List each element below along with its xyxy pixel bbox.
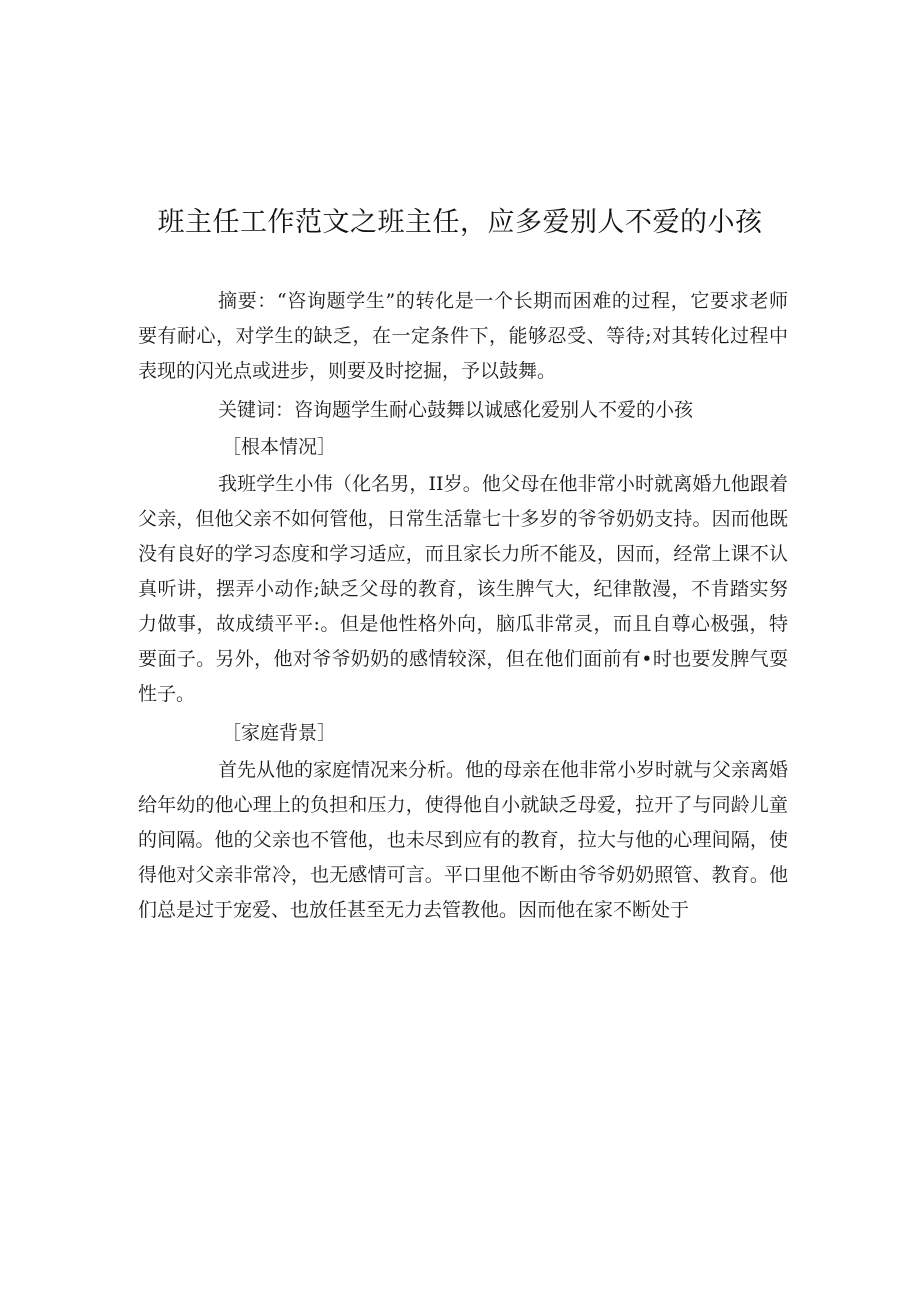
document-title: 班主任工作范文之班主任，应多爱别人不爱的小孩 bbox=[157, 207, 763, 238]
family-background-paragraph: 首先从他的家庭情况来分析。他的母亲在他非常小岁时就与父亲离婚给年幼的他心理上的负担和压力，使得他自小就缺乏母爱，拉开了与同龄儿童的间隔。他的父亲也不管他，也未尽到应有的教育，拉大与他的心理间隔，使得他对父亲非常冷，也无感情可言。平口里他不断由爷爷奶奶照管、教育。他们总是过于宠爱、也放任甚至无力去管教他。因而他在家不断处于 bbox=[138, 759, 789, 921]
section-heading-family-background: ［家庭背景］ bbox=[222, 722, 337, 744]
document-body bbox=[138, 284, 788, 928]
abstract-paragraph: 摘要：“咨询题学生”的转化是一个长期而困难的过程，它要求老师要有耐心，对学生的缺乏，在一定条件下，能够忍受、等待;对其转化过程中表现的闪光点或进步，则要及时挖掘，予以鼓舞。 bbox=[138, 290, 788, 382]
keywords-paragraph: 关键词：咨询题学生耐心鼓舞以诚感化爱别人不爱的小孩 bbox=[218, 399, 694, 421]
basic-situation-paragraph: 我班学生小伟（化名男，II岁。他父母在他非常小时就离婚九他跟着父亲，但他父亲不如何管他，日常生活靠七十多岁的爷爷奶奶支持。因而他既没有良好的学习态度和学习适应，而且家长力所不能及，因而，经常上课不认真听讲，摆弄小动作;缺乏父母的教育，该生脾气大，纪律散漫，不肯踏实努力做事，故成绩平平:。但是他性格外向，脑瓜非常灵，而且自尊心极强，特要面子。另外，他对爷爷奶奶的感情较深，但在他们面前有•时也要发脾气耍性子。 bbox=[138, 473, 788, 705]
section-heading-basic-situation: ［根本情况］ bbox=[222, 436, 337, 458]
